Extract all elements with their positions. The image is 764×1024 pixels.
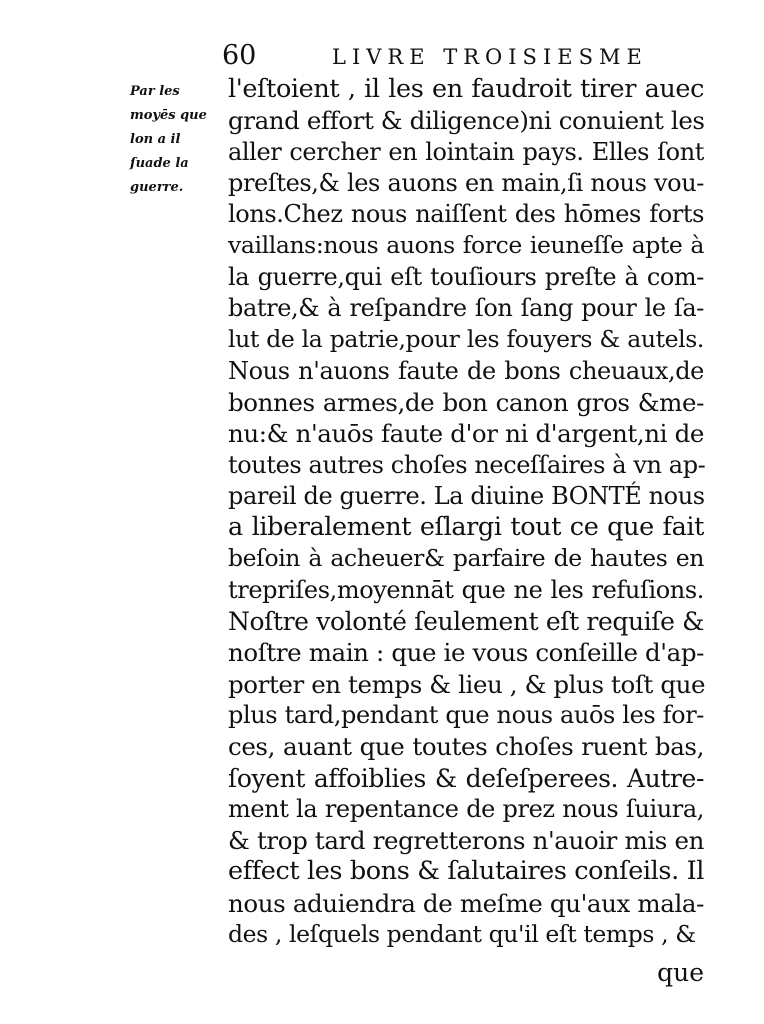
text-line: la guerre,qui eſt touſiours preſte à com- [228, 262, 704, 291]
text-line: aller cercher en lointain pays. Elles ſont [228, 137, 704, 166]
text-line: & trop tard regretterons n'auoir mis en [228, 826, 704, 856]
marginal-note [130, 80, 222, 200]
catchword: que [657, 958, 704, 987]
text-line: grand effort & diligence)ni conuient les [228, 106, 705, 136]
text-line: vaillans:nous auons force ieuneſſe apte à [228, 231, 704, 260]
text-line: ſoyent affoiblies & deſeſperees. Autre- [228, 763, 704, 793]
text-line: nu:& n'auōs faute d'or ni d'argent,ni de [228, 419, 704, 449]
text-line: Nous n'auons faute de bons cheuaux,de [228, 356, 704, 385]
text-line: pareil de guerre. La diuine BONTÉ nous [228, 481, 705, 510]
text-line: preſtes,& les auons en main,ſi nous vou- [228, 168, 704, 197]
text-line: ces, auant que toutes choſes ruent bas, [228, 732, 704, 762]
text-line: porter en temps & lieu , & plus toſt que [228, 669, 706, 699]
marginal-note-line: guerre. [130, 180, 184, 195]
text-line: lut de la patrie,pour les fouyers & autels. [228, 325, 704, 354]
body-text [228, 74, 704, 950]
text-line: nous aduiendra de meſme qu'aux mala- [228, 888, 704, 918]
text-line: effect les bons & ſalutaires conſeils. Il [228, 856, 704, 887]
text-line: Noſtre volonté ſeulement eſt requiſe & [228, 607, 704, 637]
text-line: batre,& à reſpandre ſon ſang pour le ſa- [228, 294, 704, 323]
page-number: 60 [222, 40, 257, 71]
text-line: noſtre main : que ie vous conſeille d'ap- [228, 638, 704, 668]
marginal-note-line: Par les [130, 84, 180, 99]
page-header [222, 38, 702, 74]
text-line: beſoin à acheuer& parfaire de hautes en [228, 544, 704, 573]
text-line: trepriſes,moyennāt que ne les refuſions. [228, 575, 704, 604]
text-line: lons.Chez nous naiſſent des hōmes forts [228, 200, 704, 229]
text-line: l'eſtoient , il les en faudroit tirer auec [228, 74, 704, 104]
text-line: bonnes armes,de bon canon gros &me- [228, 387, 704, 417]
text-line: plus tard,pendant que nous auōs les for- [228, 700, 704, 729]
text-line: a liberalement eſlargi tout ce que fait [228, 512, 704, 543]
marginal-note-line: lon a il [130, 132, 181, 147]
marginal-note-line: ſuade la [130, 156, 189, 171]
text-line: des , leſquels pendant qu'il eſt temps , & [228, 920, 696, 949]
running-head: LIVRE TROISIESME [332, 45, 648, 69]
marginal-note-line: moyēs que [130, 108, 207, 123]
text-line: toutes autres choſes neceſſaires à vn ap- [228, 450, 706, 479]
text-line: ment la repentance de prez nous ſuiura, [228, 794, 704, 823]
